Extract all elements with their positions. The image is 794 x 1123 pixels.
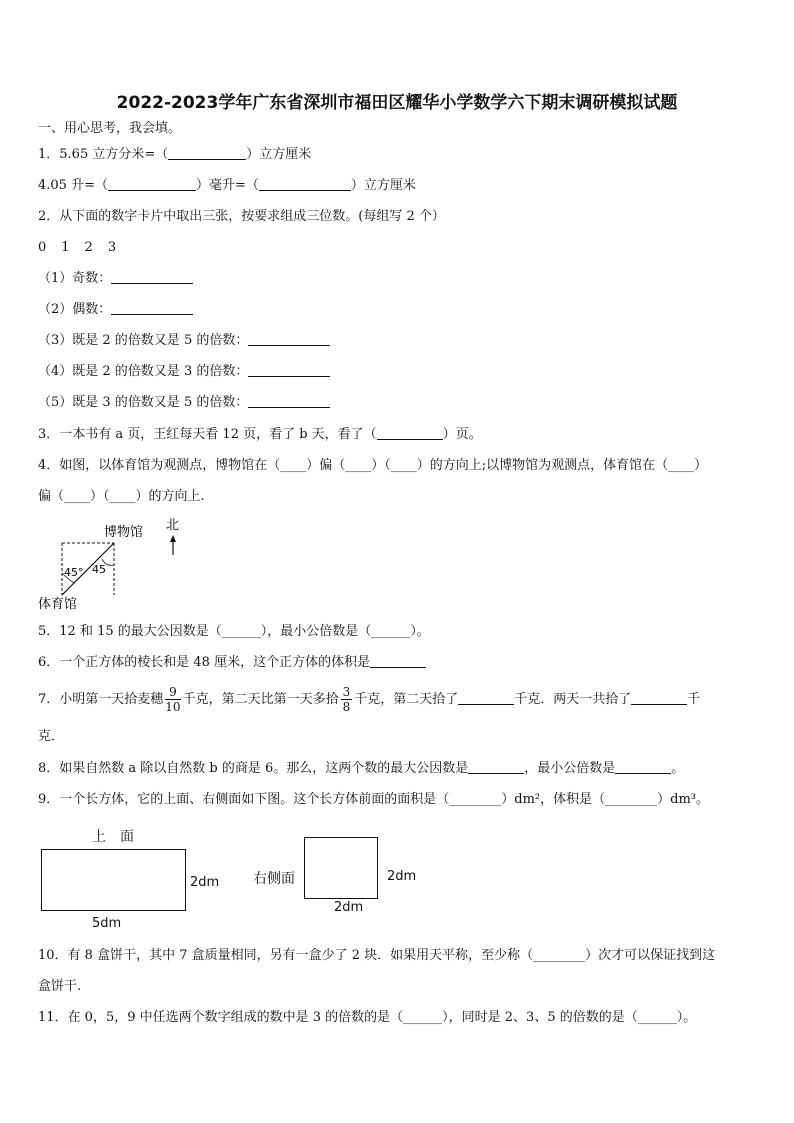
q1b-text: 4.05 升=（ xyxy=(38,178,108,193)
question-9: 9．一个长方体，它的上面、右侧面如下图。这个长方体前面的面积是（________）dm²，体积是（________）dm³。 xyxy=(38,792,709,807)
top-face-height: 2dm xyxy=(190,875,220,890)
q7-text-b: 千克，第二天比第一天多拾 xyxy=(182,692,339,707)
angle-label-2: 45 xyxy=(92,563,106,576)
q1a-text: 1．5.65 立方分米=（ xyxy=(38,147,169,162)
denominator: 8 xyxy=(342,700,351,714)
answer-blank[interactable] xyxy=(370,654,426,668)
question-7-cont: 克． xyxy=(38,729,65,744)
answer-blank[interactable] xyxy=(111,270,193,284)
museum-label: 博物馆 xyxy=(104,525,144,540)
denominator: 10 xyxy=(165,700,181,714)
side-face-height: 2dm xyxy=(387,869,417,884)
item-label: （5）既是 3 的倍数又是 5 的倍数： xyxy=(38,395,249,410)
question-1a xyxy=(38,146,311,164)
top-face-rect xyxy=(41,849,186,911)
q7-text-a: 7．小明第一天拾麦穗 xyxy=(38,692,164,707)
question-10-line2: 盒饼干. xyxy=(38,979,82,994)
answer-blank[interactable] xyxy=(458,691,514,705)
answer-blank[interactable] xyxy=(259,177,351,191)
answer-blank[interactable] xyxy=(248,332,330,346)
answer-blank[interactable] xyxy=(615,760,671,774)
question-7 xyxy=(38,686,700,714)
question-4-line2: 偏（____）（____）的方向上. xyxy=(38,489,205,504)
angle-label-1: 45° xyxy=(64,566,84,579)
question-6 xyxy=(38,654,426,672)
top-face-label: 上 面 xyxy=(92,829,134,845)
answer-blank[interactable] xyxy=(168,146,246,160)
question-2: 2．从下面的数字卡片中取出三张，按要求组成三位数。(每组写 2 个） xyxy=(38,209,445,224)
question-1b xyxy=(38,177,416,195)
side-face-rect xyxy=(304,837,378,899)
question-3 xyxy=(38,426,482,444)
answer-blank[interactable] xyxy=(377,426,443,440)
q8-text-b: ，最小公倍数是 xyxy=(524,761,616,776)
question-2-item xyxy=(38,270,193,288)
fraction-nine-tenths xyxy=(165,686,180,713)
numerator: 9 xyxy=(165,686,180,700)
q1b-unit: ）立方厘米 xyxy=(350,178,416,193)
answer-blank[interactable] xyxy=(111,301,193,315)
answer-blank[interactable] xyxy=(108,177,196,191)
q8-text-a: 8．如果自然数 a 除以自然数 b 的商是 6。那么，这两个数的最大公因数是 xyxy=(38,761,469,776)
digit-cards: 0 1 2 3 xyxy=(38,240,118,255)
q7-text-d: 千克．两天一共拾了 xyxy=(514,692,632,707)
q1b-mid: ）毫升=（ xyxy=(195,178,259,193)
question-2-item xyxy=(38,301,193,319)
fraction-three-eighths xyxy=(341,686,353,713)
question-2-item xyxy=(38,332,330,350)
q3-text: 3．一本书有 a 页，王红每天看 12 页，看了 b 天，看了（ xyxy=(38,427,377,442)
side-face-label: 右侧面 xyxy=(253,871,295,887)
item-label: （4）既是 2 的倍数又是 3 的倍数： xyxy=(38,364,249,379)
q6-text: 6．一个正方体的棱长和是 48 厘米，这个正方体的体积是 xyxy=(38,655,371,670)
page-title: 2022-2023学年广东省深圳市福田区耀华小学数学六下期末调研模拟试题 xyxy=(116,93,678,113)
question-11: 11．在 0，5，9 中任选两个数字组成的数中是 3 的倍数的是（______），同时是 2、3、5 的倍数的是（______）。 xyxy=(38,1010,697,1025)
section-heading: 一、用心思考，我会填。 xyxy=(38,121,182,136)
item-label: （1）奇数： xyxy=(38,271,112,286)
q8-text-c: 。 xyxy=(671,761,685,776)
q7-text-e: 千 xyxy=(687,692,701,707)
question-10-line1: 10．有 8 盒饼干，其中 7 盒质量相同，另有一盒少了 2 块．如果用天平称，至少称（________）次才可以保证找到这 xyxy=(38,948,716,963)
north-arrow-icon xyxy=(170,535,176,542)
question-2-item xyxy=(38,363,330,381)
answer-blank[interactable] xyxy=(248,394,330,408)
q7-text-c: 千克，第二天拾了 xyxy=(354,692,459,707)
answer-blank[interactable] xyxy=(468,760,524,774)
question-5: 5．12 和 15 的最大公因数是（______），最小公倍数是（______）。 xyxy=(38,624,430,639)
answer-blank[interactable] xyxy=(631,691,687,705)
question-8 xyxy=(38,760,684,778)
q3-end: ）页。 xyxy=(442,427,482,442)
question-4-line1: 4．如图，以体育馆为观测点，博物馆在（____）偏（____）（____）的方向上;以博物馆为观测点，体育馆在（____） xyxy=(38,458,708,473)
numerator: 3 xyxy=(342,685,351,699)
top-face-width: 5dm xyxy=(92,916,122,931)
direction-figure xyxy=(34,515,194,615)
side-face-width: 2dm xyxy=(334,900,364,915)
answer-blank[interactable] xyxy=(248,363,330,377)
item-label: （3）既是 2 的倍数又是 5 的倍数： xyxy=(38,333,249,348)
gym-label: 体育馆 xyxy=(38,597,78,612)
question-2-item xyxy=(38,394,330,412)
q1a-unit: ）立方厘米 xyxy=(246,147,312,162)
north-label: 北 xyxy=(166,518,180,533)
item-label: （2）偶数： xyxy=(38,302,112,317)
